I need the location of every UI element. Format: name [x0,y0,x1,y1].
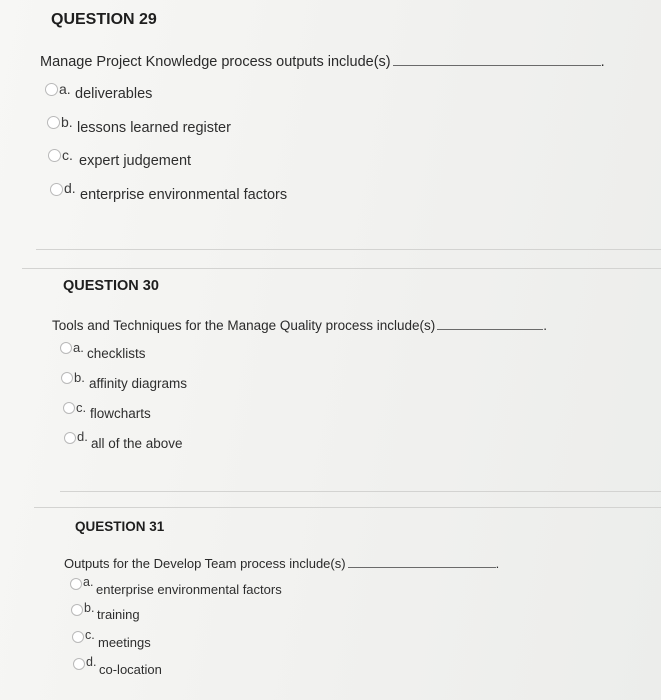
question-29-blank-end: . [600,54,605,70]
option-text: flowcharts [90,406,151,421]
option-letter: c. [62,147,73,163]
option-letter: b. [84,601,95,615]
question-30-prompt-text: Tools and Techniques for the Manage Quality process include(s) [52,318,436,333]
question-29-prompt [40,54,605,70]
option-letter: c. [76,400,87,415]
option-letter: b. [61,114,73,130]
radio-button[interactable] [72,631,84,643]
option-text: meetings [98,635,151,650]
radio-button[interactable] [73,658,85,670]
option-letter: d. [77,429,88,444]
radio-button[interactable] [48,149,61,162]
section-divider [22,268,661,269]
question-31-answer-blank [348,566,496,568]
question-31-blank-end: . [495,556,500,571]
option-letter: d. [64,180,76,196]
option-text: enterprise environmental factors [96,582,282,597]
option-letter: c. [85,628,95,642]
section-divider [34,507,661,508]
section-divider [60,491,661,492]
option-text: enterprise environmental factors [80,187,288,203]
question-30-prompt [52,318,547,333]
question-31-prompt-text: Outputs for the Develop Team process include(s) [64,556,346,571]
question-30-title: QUESTION 30 [63,278,159,294]
option-letter: d. [86,655,97,669]
option-text: all of the above [91,436,183,451]
option-text: co-location [99,662,162,677]
radio-button[interactable] [64,432,76,444]
radio-button[interactable] [60,342,72,354]
radio-button[interactable] [63,402,75,414]
option-text: training [97,607,140,622]
option-text: lessons learned register [77,120,231,136]
option-text: affinity diagrams [89,376,188,391]
option-letter: a. [83,575,94,589]
question-30-answer-blank [437,328,543,330]
section-divider [36,249,661,250]
option-text: expert judgement [79,153,192,169]
question-29-title: QUESTION 29 [51,11,157,28]
radio-button[interactable] [47,116,60,129]
option-letter: a. [59,81,71,97]
question-29-prompt-text: Manage Project Knowledge process outputs include(s) [40,54,391,70]
question-30-blank-end: . [543,318,547,333]
radio-button[interactable] [45,83,58,96]
question-29-answer-blank [393,64,601,66]
option-letter: a. [73,340,84,355]
radio-button[interactable] [71,604,83,616]
option-letter: b. [74,370,85,385]
question-31-title: QUESTION 31 [75,519,165,534]
radio-button[interactable] [61,372,73,384]
option-text: checklists [87,346,146,361]
radio-button[interactable] [50,183,63,196]
option-text: deliverables [75,86,153,102]
radio-button[interactable] [70,578,82,590]
question-31-prompt [64,556,499,571]
